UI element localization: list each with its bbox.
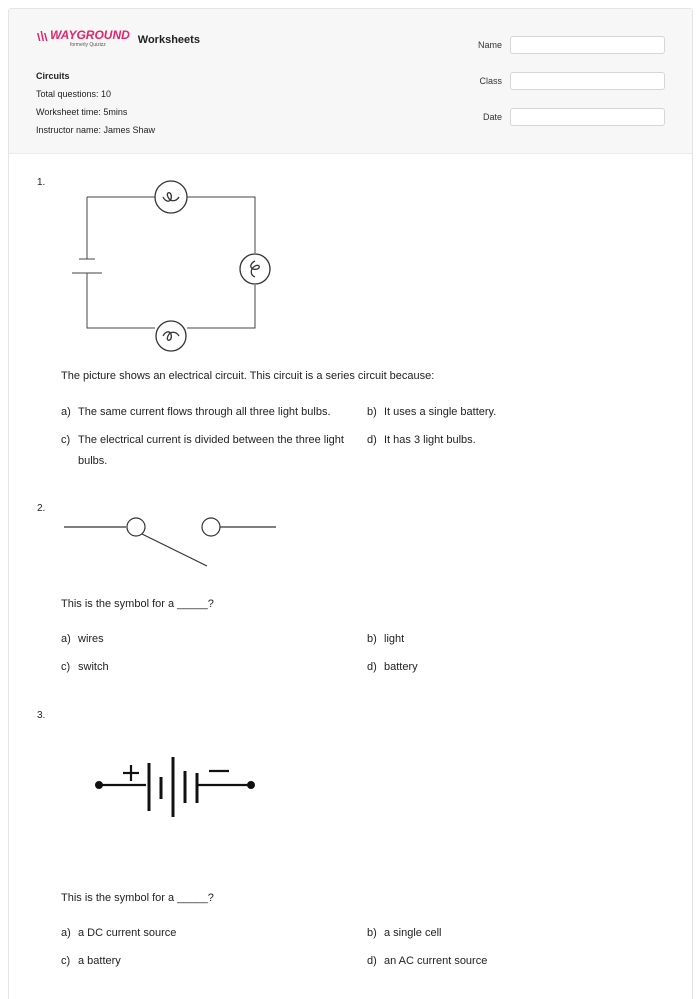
date-input[interactable] (510, 108, 665, 126)
question-number: 2. (37, 503, 46, 514)
option-text: a battery (78, 955, 121, 967)
bulb-bottom-icon (156, 321, 186, 351)
question-text: This is the symbol for a _____? (61, 892, 214, 904)
class-label: Class (479, 76, 502, 86)
name-label: Name (477, 40, 502, 50)
option-letter: b) (367, 406, 377, 418)
option-text: wires (78, 633, 104, 645)
option-c[interactable] (61, 430, 348, 472)
option-letter: a) (61, 927, 71, 939)
instructor-name: Instructor name: James Shaw (36, 125, 156, 135)
worksheet-header (9, 9, 692, 154)
question-text: The picture shows an electrical circuit. This circuit is a series circuit because: (61, 370, 435, 382)
option-letter: b) (367, 633, 377, 645)
option-d[interactable] (367, 657, 418, 678)
switch-symbol-diagram (64, 514, 284, 574)
option-letter: b) (367, 927, 377, 939)
option-letter: d) (367, 661, 377, 673)
wayground-logo (36, 29, 130, 48)
option-c[interactable] (61, 657, 109, 678)
option-a[interactable] (61, 629, 104, 650)
bulb-top-icon (155, 181, 187, 213)
logo-text: WAYGROUND (50, 28, 130, 42)
option-text: It uses a single battery. (384, 406, 497, 418)
question-number: 1. (37, 177, 46, 188)
option-a[interactable] (61, 923, 176, 944)
option-text: It has 3 light bulbs. (384, 434, 476, 446)
worksheet-meta (36, 67, 155, 139)
date-field-row (478, 106, 665, 128)
option-c[interactable] (61, 951, 121, 972)
option-text: switch (78, 661, 109, 673)
brand (36, 29, 200, 48)
question-number: 3. (37, 710, 46, 721)
option-letter: c) (61, 661, 71, 673)
option-a[interactable] (61, 402, 331, 423)
option-text: light (384, 633, 405, 645)
battery-symbol-diagram (91, 751, 261, 831)
option-d[interactable] (367, 951, 487, 972)
worksheet-title: Circuits (36, 71, 70, 81)
option-letter: d) (367, 955, 377, 967)
option-letter: a) (61, 633, 71, 645)
option-letter: a) (61, 406, 71, 418)
option-letter: c) (61, 434, 71, 446)
option-text: The same current flows through all three light bulbs. (78, 406, 331, 418)
option-letter: d) (367, 434, 377, 446)
name-field-row (478, 34, 665, 56)
worksheet-time: Worksheet time: 5mins (36, 107, 128, 117)
option-d[interactable] (367, 430, 476, 451)
option-b[interactable] (367, 629, 404, 650)
worksheet-page (8, 8, 693, 999)
logo-bars-icon (36, 30, 48, 41)
date-label: Date (482, 112, 502, 122)
bulb-right-icon (240, 254, 270, 284)
option-text: battery (384, 661, 418, 673)
question-text: This is the symbol for a _____? (61, 598, 214, 610)
name-input[interactable] (510, 36, 665, 54)
class-field-row (478, 70, 665, 92)
option-text: an AC current source (384, 955, 488, 967)
option-text: a single cell (384, 927, 442, 939)
option-text: The electrical current is divided between the three light bulbs. (78, 434, 344, 467)
class-input[interactable] (510, 72, 665, 90)
option-b[interactable] (367, 923, 441, 944)
series-circuit-diagram (69, 181, 279, 351)
total-questions: Total questions: 10 (36, 89, 112, 99)
option-letter: c) (61, 955, 71, 967)
option-text: a DC current source (78, 927, 177, 939)
brand-title: Worksheets (137, 34, 200, 46)
student-fields (478, 34, 665, 142)
logo-subtitle: formerly Quizizz (69, 42, 106, 48)
option-b[interactable] (367, 402, 496, 423)
